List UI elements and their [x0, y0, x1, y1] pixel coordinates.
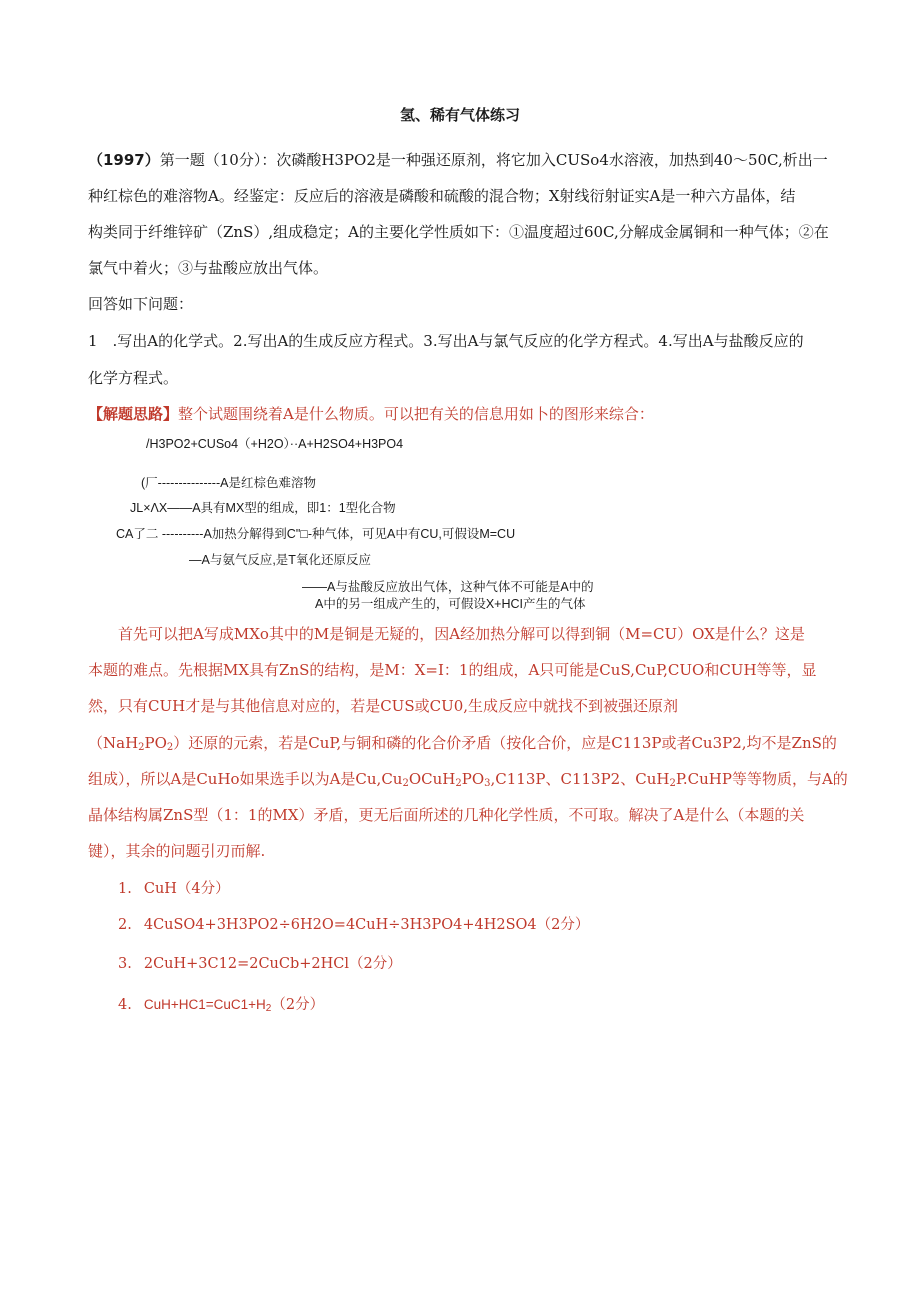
hint-text: 整个试题围绕着A是什么物质。可以把有关的信息用如卜的图形来综合： — [178, 405, 654, 423]
analysis-line-7: 键），其余的问题引刃而解. — [88, 842, 266, 860]
answer-item — [118, 952, 402, 973]
answer-text: $CuH+HC1=CuC1+H_2$ — [143, 997, 272, 1014]
analysis-line-5: 组成），所以A是CuHo如果选手以为A是$Cu,Cu_2OCuH_2PO_3,C113P$、C113P2、CuH$_2$P.CuHP等等物质，与A的 — [88, 770, 848, 789]
question-tasks-line-2: 化学方程式。 — [88, 369, 179, 387]
diagram-line-5a: ——A与盐酸反应放出气体，这种气体不可能是A中的 — [302, 580, 594, 594]
answer-item — [118, 877, 230, 898]
diagram-line-1: (厂---------------A是红棕色难溶物 — [141, 476, 316, 490]
answer-number: 4. — [118, 997, 132, 1013]
answer-text: 4CuSO4+3H3PO2÷6H2O=4CuH÷3H3PO4+4H2SO4（2分） — [143, 917, 590, 933]
analysis-line-1: 首先可以把A写成MXo其中的M是铜是无疑的，因A经加热分解可以得到铜（M=CU）OX是什么？这是 — [118, 625, 805, 643]
answer-item — [118, 913, 589, 934]
analysis-line-2: 本题的难点。先根据MX具有ZnS的结构，是M：X=I：1的组成，A只可能是CuS,CuP,CUO和CUH等等，显 — [88, 661, 817, 679]
diagram-line-3: CA了二 ----------A加热分解得到C"□-种气体，可见A中有CU,可假设M=CU — [116, 527, 516, 541]
diagram-line-4: —A与氨气反应,是T氧化还原反应 — [189, 553, 371, 567]
diagram-line-2: JL×ΛX——A具有MX型的组成，即1：1型化合物 — [130, 501, 396, 515]
answer-number: 3. — [118, 956, 132, 972]
question-line-1: （1997）第一题（10分）：次磷酸H3PO2是一种强还原剂，将它加入CUSo4水溶液，加热到40～50C,析出一 — [88, 151, 828, 169]
diagram-equation: /H3PO2+CUSo4（+H2O）··A+H2SO4+H3PO4 — [146, 437, 404, 451]
hint-line — [88, 404, 654, 424]
question-line-2: 种红棕色的难溶物A。经鉴定：反应后的溶液是磷酸和硫酸的混合物；X射线衍射证实A是一种六方晶体，结 — [88, 187, 796, 205]
analysis-line-6: 晶体结构属ZnS型（1：1的MX）矛盾，更无后面所述的几种化学性质，不可取。解决了A是什么（本题的关 — [88, 806, 805, 824]
question-line-4: 氯气中着火；③与盐酸应放出气体。 — [88, 259, 329, 277]
answer-number: 1. — [118, 881, 132, 897]
diagram-line-5b: A中的另一组成产生的，可假设X+HCI产生的气体 — [315, 597, 586, 611]
answer-number: 2. — [118, 917, 132, 933]
question-prompt: 回答如下问题： — [88, 295, 194, 313]
question-tasks-line-1: 1 .写出A的化学式。2.写出A的生成反应方程式。3.写出A与氯气反应的化学方程式。4.写出A与盐酸反应的 — [88, 332, 804, 350]
answer-text: CuH（4分） — [143, 881, 230, 897]
question-line-3: 构类同于纤维锌矿（ZnS）,组成稳定；A的主要化学性质如下：①温度超过60C,分解成金属铜和一种气体；②在 — [88, 223, 829, 241]
question-year: （1997） — [88, 151, 160, 169]
analysis-line-4: $(NaH_2PO_2)$还原的元索，若是CuP,与铜和磷的化合价矛盾（按化合价，应是C113P或者Cu3P2,均不是ZnS的 — [88, 734, 837, 753]
analysis-line-3: 然，只有CUH才是与其他信息对应的，若是CUS或CU0,生成反应中就找不到被强还原剂 — [88, 697, 679, 715]
hint-label: 【解题思路】 — [88, 405, 179, 423]
answer-text: 2CuH+3C12=2CuCb+2HCl（2分） — [143, 956, 402, 972]
answer-item: 4. $CuH+HC1=CuC1+H_2(2$分） — [118, 997, 325, 1014]
page-title: 氢、稀有气体练习 — [399, 106, 520, 124]
